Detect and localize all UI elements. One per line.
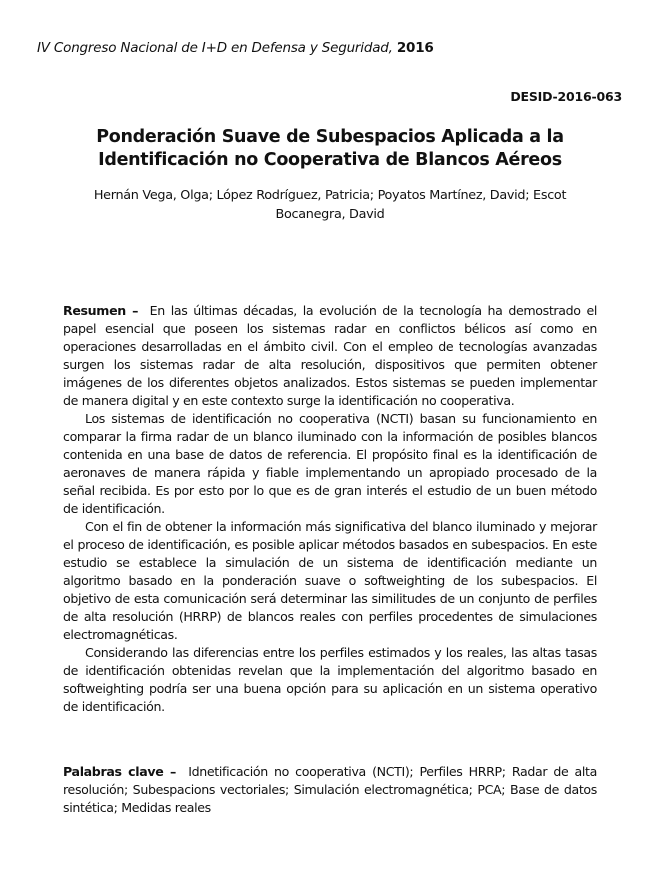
conference-name: IV Congreso Nacional de I+D en Defensa y Seguridad,	[37, 40, 393, 56]
abstract	[63, 302, 597, 716]
paper-title	[60, 126, 600, 172]
abstract-paragraph: Los sistemas de identificación no cooperativa (NCTI) basan su funcionamiento en comparar la firma radar de un blanco iluminado con la información de posibles blancos contenida en una base de datos de referencia. El propósito final es la identificación de aeronaves de manera rápida y fiable implementando un apropiado procesado de la señal recibida. Es por esto por lo que es de gran interés el estudio de un buen método de identificación.	[63, 411, 597, 516]
abstract-paragraph: Considerando las diferencias entre los perfiles estimados y los reales, las altas tasas de identificación obtenidas revelan que la implementación del algoritmo basado en softweighting podría ser una buena opción para su aplicación en un sistema operativo de identificación.	[63, 645, 597, 714]
abstract-paragraph: Con el fin de obtener la información más significativa del blanco iluminado y mejorar el proceso de identificación, es posible aplicar métodos basados en subespacios. En este estudio se establece la simulación de un sistema de identificación mediante un algoritmo basado en la ponderación suave o softweighting de los subespacios. El objetivo de esta comunicación será determinar las similitudes de un conjunto de perfiles de alta resolución (HRRP) de blancos reales con perfiles procedentes de simulaciones electromagnéticas.	[63, 519, 597, 642]
document-id: DESID-2016-063	[510, 89, 622, 104]
abstract-label: Resumen –	[63, 303, 139, 318]
title-line-2: Identificación no Cooperativa de Blancos Aéreos	[98, 150, 562, 170]
conference-year: 2016	[396, 40, 434, 56]
authors: Hernán Vega, Olga; López Rodríguez, Patricia; Poyatos Martínez, David; Escot Bocanegra, David	[93, 188, 567, 222]
abstract-paragraph	[63, 302, 597, 410]
keywords	[63, 763, 597, 817]
conference-header	[37, 40, 434, 56]
abstract-text: En las últimas décadas, la evolución de la tecnología ha demostrado el papel esencial que poseen los sistemas radar en conflictos bélicos así como en operaciones desarrolladas en el ámbito civil. Con el empleo de tecnologías avanzadas surgen los sistemas radar de alta resolución, dispositivos que permiten obtener imágenes de los diferentes objetos analizados. Estos sistemas se pueden implementar de manera digital y en este contexto surge la identificación no cooperativa.	[63, 303, 597, 408]
title-line-1: Ponderación Suave de Subespacios Aplicada a la	[96, 127, 564, 147]
keywords-text: Idnetificación no cooperativa (NCTI); Perfiles HRRP; Radar de alta resolución; Subespacions vectoriales; Simulación electromagnética; PCA; Base de datos sintética; Medidas reales	[63, 764, 597, 815]
keywords-label: Palabras clave –	[63, 764, 176, 779]
